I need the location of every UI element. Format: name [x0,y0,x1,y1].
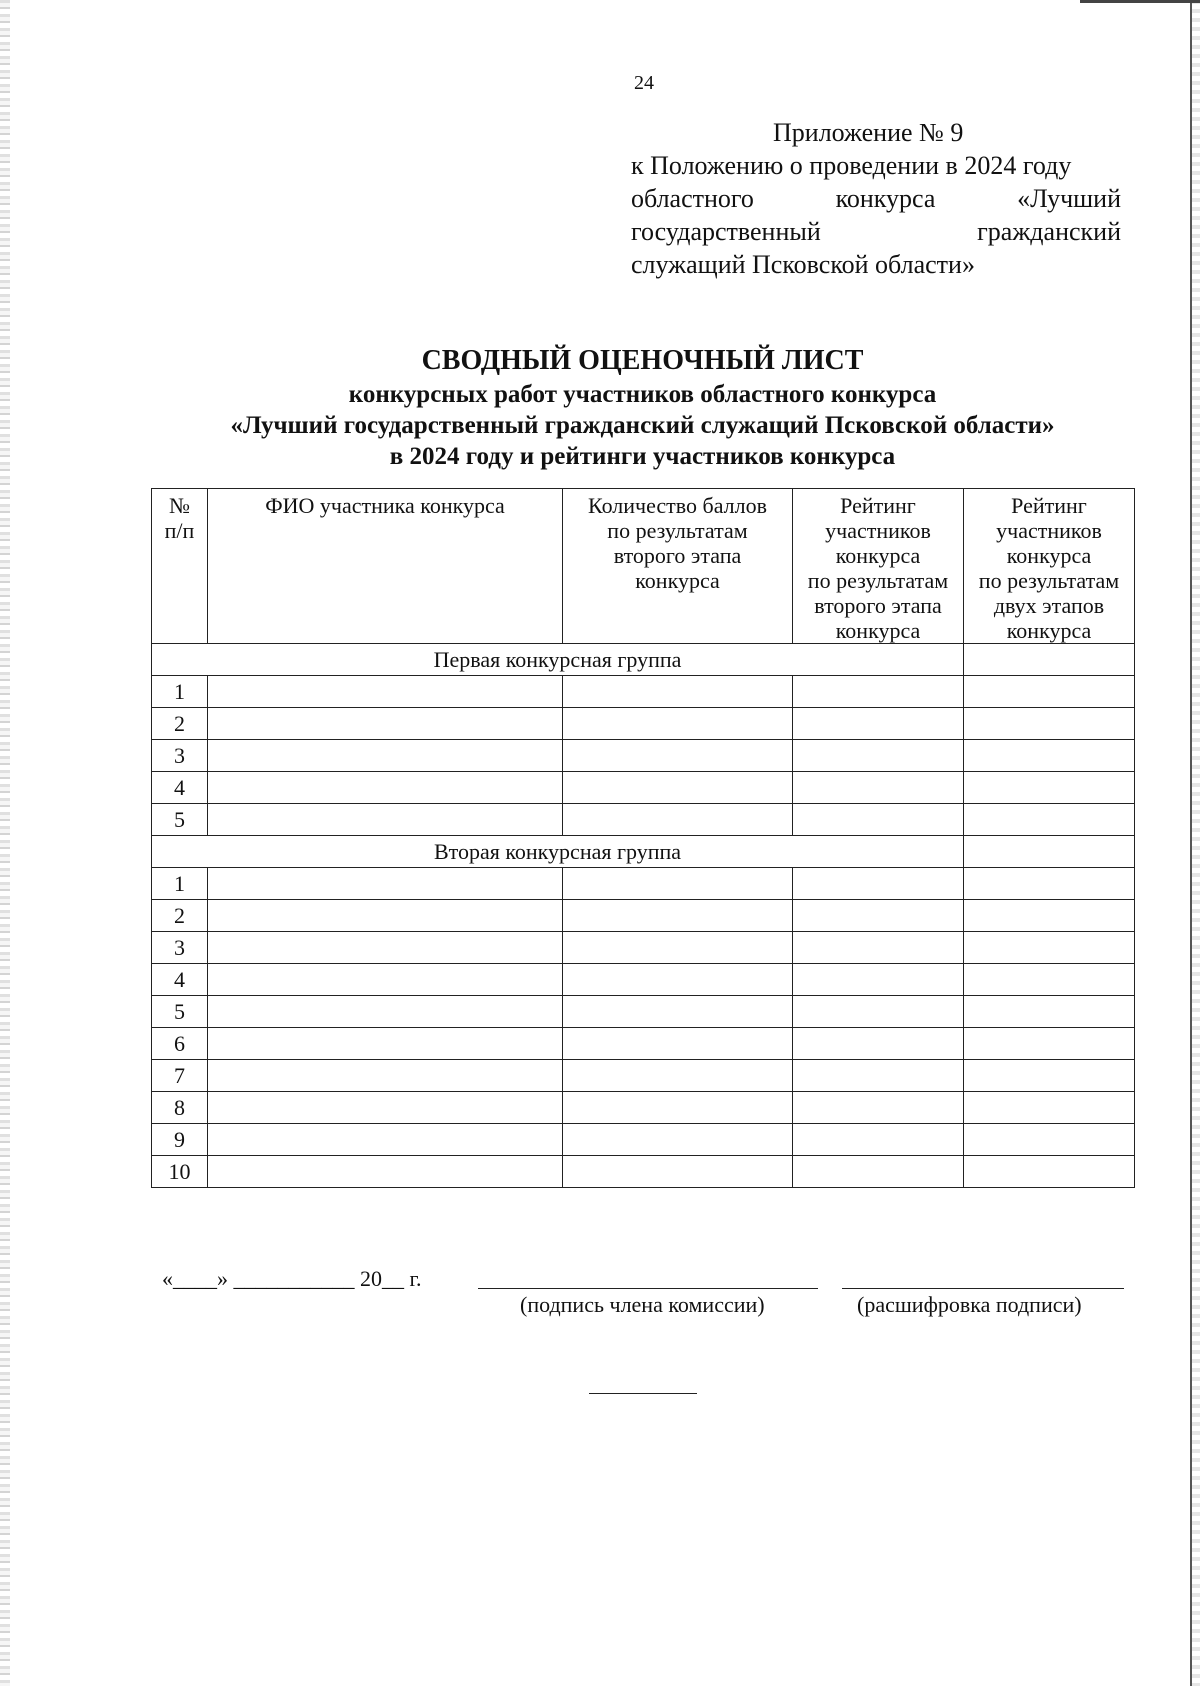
table-cell [793,740,964,772]
row-number: 7 [152,1060,208,1092]
table-cell [563,1028,793,1060]
table-row [152,1092,1135,1124]
table-row [152,1060,1135,1092]
header-line: по результатам [607,518,748,543]
table-cell [964,932,1135,964]
table-cell [793,964,964,996]
header-line: конкурса [835,543,921,568]
scan-edge-left [0,0,10,1686]
header-rating-stage2 [793,489,964,644]
header-line: ФИО участника конкурса [265,493,505,518]
title-sub-1: конкурсных работ участников областного конкурса [348,381,937,408]
table-cell [563,996,793,1028]
group-row [152,836,1135,868]
table-cell [563,740,793,772]
end-divider [589,1393,697,1394]
table-cell [208,676,563,708]
row-number: 10 [152,1156,208,1188]
table-cell [793,868,964,900]
table-cell [793,804,964,836]
header-line: п/п [164,518,195,543]
row-number: 1 [152,868,208,900]
row-number: 6 [152,1028,208,1060]
table-cell [964,1124,1135,1156]
appendix-line-2 [631,182,1121,215]
table-cell [793,1028,964,1060]
table-row [152,1124,1135,1156]
table-body [152,644,1135,1188]
appendix-word: областного [631,184,754,213]
header-line: второго этапа [613,543,742,568]
table-cell [964,900,1135,932]
table-cell [964,836,1135,868]
table-row [152,772,1135,804]
table-cell [563,1156,793,1188]
table-cell [793,708,964,740]
header-line: конкурса [835,618,921,643]
table-cell [208,804,563,836]
appendix-line-4: служащий Псковской области» [631,250,975,279]
header-line: конкурса [1006,618,1092,643]
header-line: Рейтинг [1011,493,1087,518]
header-line: Рейтинг [840,493,916,518]
header-line: участников [825,518,931,543]
table-row [152,964,1135,996]
document-title [150,343,1135,472]
row-number: 2 [152,900,208,932]
table-cell [964,868,1135,900]
score-table [151,488,1135,1188]
table-cell [793,932,964,964]
table-cell [964,740,1135,772]
table-cell [964,1060,1135,1092]
row-number: 8 [152,1092,208,1124]
appendix-word: «Лучший [1017,184,1121,213]
header-line: по результатам [978,568,1120,593]
table-cell [208,1156,563,1188]
row-number: 3 [152,932,208,964]
table-cell [208,868,563,900]
table-cell [964,1092,1135,1124]
table-cell [964,772,1135,804]
table-cell [208,996,563,1028]
group-label: Первая конкурсная группа [152,644,964,676]
table-cell [964,676,1135,708]
table-cell [563,932,793,964]
signature-decode-caption: (расшифровка подписи) [857,1292,1082,1317]
header-line: № [169,493,190,518]
title-sub-3: в 2024 году и рейтинги участников конкурса [389,443,896,470]
signature-decode-line [842,1288,1124,1289]
row-number: 3 [152,740,208,772]
table-cell [208,740,563,772]
table-row [152,1156,1135,1188]
table-cell [208,964,563,996]
table-cell [964,804,1135,836]
table-cell [964,708,1135,740]
table-cell [208,1028,563,1060]
table-cell [563,772,793,804]
table-cell [964,644,1135,676]
header-line: по результатам [807,568,949,593]
table-cell [563,1092,793,1124]
table-row [152,932,1135,964]
header-line: двух этапов [993,593,1105,618]
appendix-line-1: к Положению о проведении в 2024 году [631,151,1072,180]
row-number: 9 [152,1124,208,1156]
table-cell [208,900,563,932]
group-row [152,644,1135,676]
table-cell [563,676,793,708]
header-line: конкурса [635,568,720,593]
header-name [208,489,563,644]
row-number: 1 [152,676,208,708]
table-row [152,900,1135,932]
table-cell [208,932,563,964]
appendix-word: гражданский [977,217,1121,246]
title-main: СВОДНЫЙ ОЦЕНОЧНЫЙ ЛИСТ [421,345,864,376]
table-cell [793,1156,964,1188]
header-score [563,489,793,644]
table-row [152,804,1135,836]
table-row [152,740,1135,772]
title-sub-2: «Лучший государственный гражданский служащий Псковской области» [230,412,1055,439]
header-num [152,489,208,644]
table-cell [563,1124,793,1156]
table-cell [563,1060,793,1092]
header-line: второго этапа [814,593,942,618]
table-cell [208,772,563,804]
header-line: конкурса [1006,543,1092,568]
appendix-title: Приложение № 9 [773,118,964,147]
group-label: Вторая конкурсная группа [152,836,964,868]
table-row [152,708,1135,740]
table-cell [964,996,1135,1028]
header-rating-total [964,489,1135,644]
scan-edge-right [1190,0,1200,1686]
row-number: 5 [152,996,208,1028]
table-cell [964,964,1135,996]
table-cell [793,1092,964,1124]
header-line: участников [996,518,1102,543]
table-cell [964,1156,1135,1188]
table-cell [793,900,964,932]
table-cell [964,1028,1135,1060]
appendix-word: конкурса [835,184,936,213]
appendix-word: государственный [631,217,821,246]
row-number: 2 [152,708,208,740]
signature-line [478,1288,818,1289]
table-cell [793,772,964,804]
scan-edge-top [1080,0,1200,3]
table-cell [563,804,793,836]
table-cell [563,708,793,740]
row-number: 4 [152,772,208,804]
appendix-line-3 [631,215,1121,248]
signature-block [162,1266,1132,1326]
table-cell [793,996,964,1028]
table-row [152,868,1135,900]
table-cell [793,676,964,708]
table-cell [563,868,793,900]
row-number: 5 [152,804,208,836]
table-cell [793,1060,964,1092]
table-cell [793,1124,964,1156]
row-number: 4 [152,964,208,996]
signature-date: «____» ___________ 20__ г. [162,1266,422,1291]
table-cell [208,1060,563,1092]
table-row [152,1028,1135,1060]
table-cell [208,1124,563,1156]
signature-caption: (подпись члена комиссии) [520,1292,765,1317]
header-line: Количество баллов [587,493,768,518]
table-cell [208,1092,563,1124]
table-header-row [152,489,1135,644]
table-row [152,996,1135,1028]
page-number: 24 [634,72,654,94]
table-cell [563,964,793,996]
table-cell [563,900,793,932]
table-cell [208,708,563,740]
appendix-block [631,116,1121,281]
table-row [152,676,1135,708]
